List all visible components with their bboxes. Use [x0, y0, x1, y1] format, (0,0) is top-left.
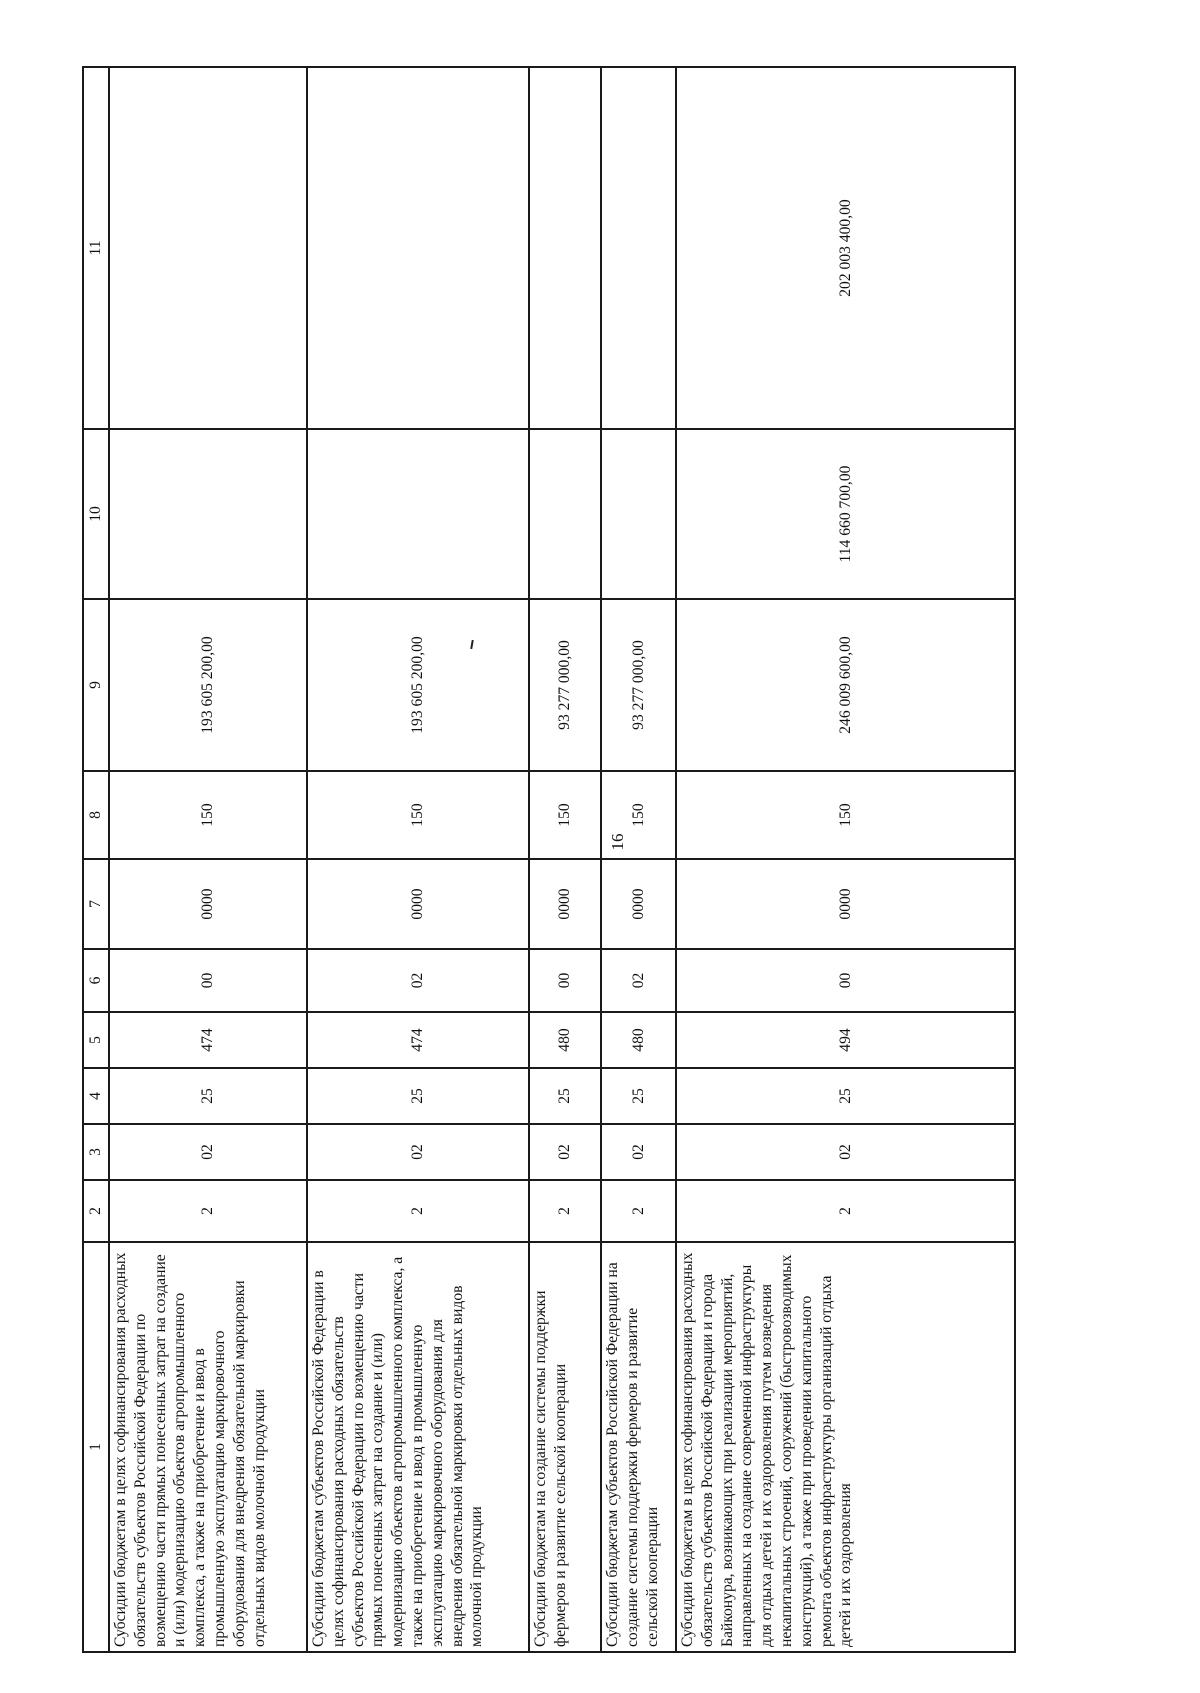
cell-col-4: 25 — [529, 1068, 601, 1124]
cell-col-2: 2 — [307, 1180, 529, 1242]
cell-col-2: 2 — [529, 1180, 601, 1242]
cell-col-3: 02 — [601, 1124, 676, 1180]
cell-col-6: 02 — [601, 949, 676, 1012]
cell-col-9: 193 605 200,00 — [109, 599, 307, 771]
cell-col-7: 0000 — [529, 859, 601, 949]
cell-col-6: 00 — [109, 949, 307, 1012]
table-row — [109, 67, 307, 1652]
header-col-9: 9 — [83, 599, 109, 771]
header-col-3: 3 — [83, 1124, 109, 1180]
cell-col-5: 480 — [529, 1012, 601, 1068]
header-col-4: 4 — [83, 1068, 109, 1124]
cell-col-5: 474 — [307, 1012, 529, 1068]
cell-col-8: 150 — [601, 771, 676, 859]
cell-col-4: 25 — [676, 1068, 1015, 1124]
row-description: Субсидии бюджетам на создание системы поддержки фермеров и развитие сельской кооперации — [529, 1242, 601, 1652]
rotated-table-wrapper — [82, 68, 1016, 1653]
cell-col-10 — [601, 429, 676, 599]
cell-col-7: 0000 — [676, 859, 1015, 949]
cell-col-10 — [109, 429, 307, 599]
cell-col-3: 02 — [676, 1124, 1015, 1180]
cell-col-8: 150 — [109, 771, 307, 859]
cell-col-11: 202 003 400,00 — [676, 67, 1015, 429]
header-col-7: 7 — [83, 859, 109, 949]
cell-col-11 — [529, 67, 601, 429]
cell-col-6: 00 — [676, 949, 1015, 1012]
cell-col-9: 93 277 000,00 — [601, 599, 676, 771]
cell-col-2: 2 — [109, 1180, 307, 1242]
cell-col-5: 474 — [109, 1012, 307, 1068]
cell-col-10 — [307, 429, 529, 599]
cell-col-3: 02 — [529, 1124, 601, 1180]
row-description: Субсидии бюджетам субъектов Российской Федерации на создание системы поддержки фермеров и развитие сельской кооперации — [601, 1242, 676, 1652]
cell-col-7: 0000 — [109, 859, 307, 949]
cell-col-9: 193 605 200,00 — [307, 599, 529, 771]
cell-col-4: 25 — [601, 1068, 676, 1124]
cell-col-6: 00 — [529, 949, 601, 1012]
budget-table — [82, 66, 1016, 1653]
cell-col-4: 25 — [109, 1068, 307, 1124]
cell-col-4: 25 — [307, 1068, 529, 1124]
cell-col-2: 2 — [676, 1180, 1015, 1242]
header-col-2: 2 — [83, 1180, 109, 1242]
cell-col-3: 02 — [109, 1124, 307, 1180]
cell-col-5: 480 — [601, 1012, 676, 1068]
cell-col-10 — [529, 429, 601, 599]
header-col-5: 5 — [83, 1012, 109, 1068]
cell-col-11 — [109, 67, 307, 429]
cell-col-8: 150 — [307, 771, 529, 859]
cell-col-8: 150 — [676, 771, 1015, 859]
row-description: Субсидии бюджетам в целях софинансирования расходных обязательств субъектов Российской Федерации и города Байконура, возникающих при реализации мероприятий, направленных на создание современной инфраструктуры для отдыха детей и их оздоровления путем возведения некапитальных строений, сооружений (быстровозводимых конструкций), а также при проведении капитального ремонта объектов инфраструктуры организаций отдыха детей и их оздоровления — [676, 1242, 1015, 1652]
cell-col-3: 02 — [307, 1124, 529, 1180]
cell-col-6: 02 — [307, 949, 529, 1012]
page-number: 16 — [608, 833, 627, 851]
table-row — [307, 67, 529, 1652]
row-description: Субсидии бюджетам в целях софинансирования расходных обязательств субъектов Российской Федерации по возмещению части прямых понесенных затрат на создание и (или) модернизацию объектов агропромышленного комплекса, а также на приобретение и ввод в промышленную эксплуатацию маркировочного оборудования для внедрения обязательной маркировки отдельных видов молочной продукции — [109, 1242, 307, 1652]
table-row — [676, 67, 1015, 1652]
cell-col-9: 93 277 000,00 — [529, 599, 601, 771]
cell-col-7: 0000 — [307, 859, 529, 949]
cell-col-10: 114 660 700,00 — [676, 429, 1015, 599]
header-col-8: 8 — [83, 771, 109, 859]
header-col-11: 11 — [83, 67, 109, 429]
cell-col-5: 494 — [676, 1012, 1015, 1068]
header-col-10: 10 — [83, 429, 109, 599]
table-row — [601, 67, 676, 1652]
table-row — [529, 67, 601, 1652]
cell-col-11 — [601, 67, 676, 429]
cell-col-8: 150 — [529, 771, 601, 859]
cell-col-7: 0000 — [601, 859, 676, 949]
cell-col-11 — [307, 67, 529, 429]
cell-col-9: 246 009 600,00 — [676, 599, 1015, 771]
header-row — [83, 67, 109, 1652]
header-col-6: 6 — [83, 949, 109, 1012]
cell-col-2: 2 — [601, 1180, 676, 1242]
row-description: Субсидии бюджетам субъектов Российской Федерации в целях софинансирования расходных обязательств субъектов Российской Федерации по возмещению части прямых понесенных затрат на создание и (или) модернизацию объектов агропромышленного комплекса, а также на приобретение и ввод в промышленную эксплуатацию маркировочного оборудования для внедрения обязательной маркировки отдельных видов молочной продукции — [307, 1242, 529, 1652]
header-col-1: 1 — [83, 1242, 109, 1652]
